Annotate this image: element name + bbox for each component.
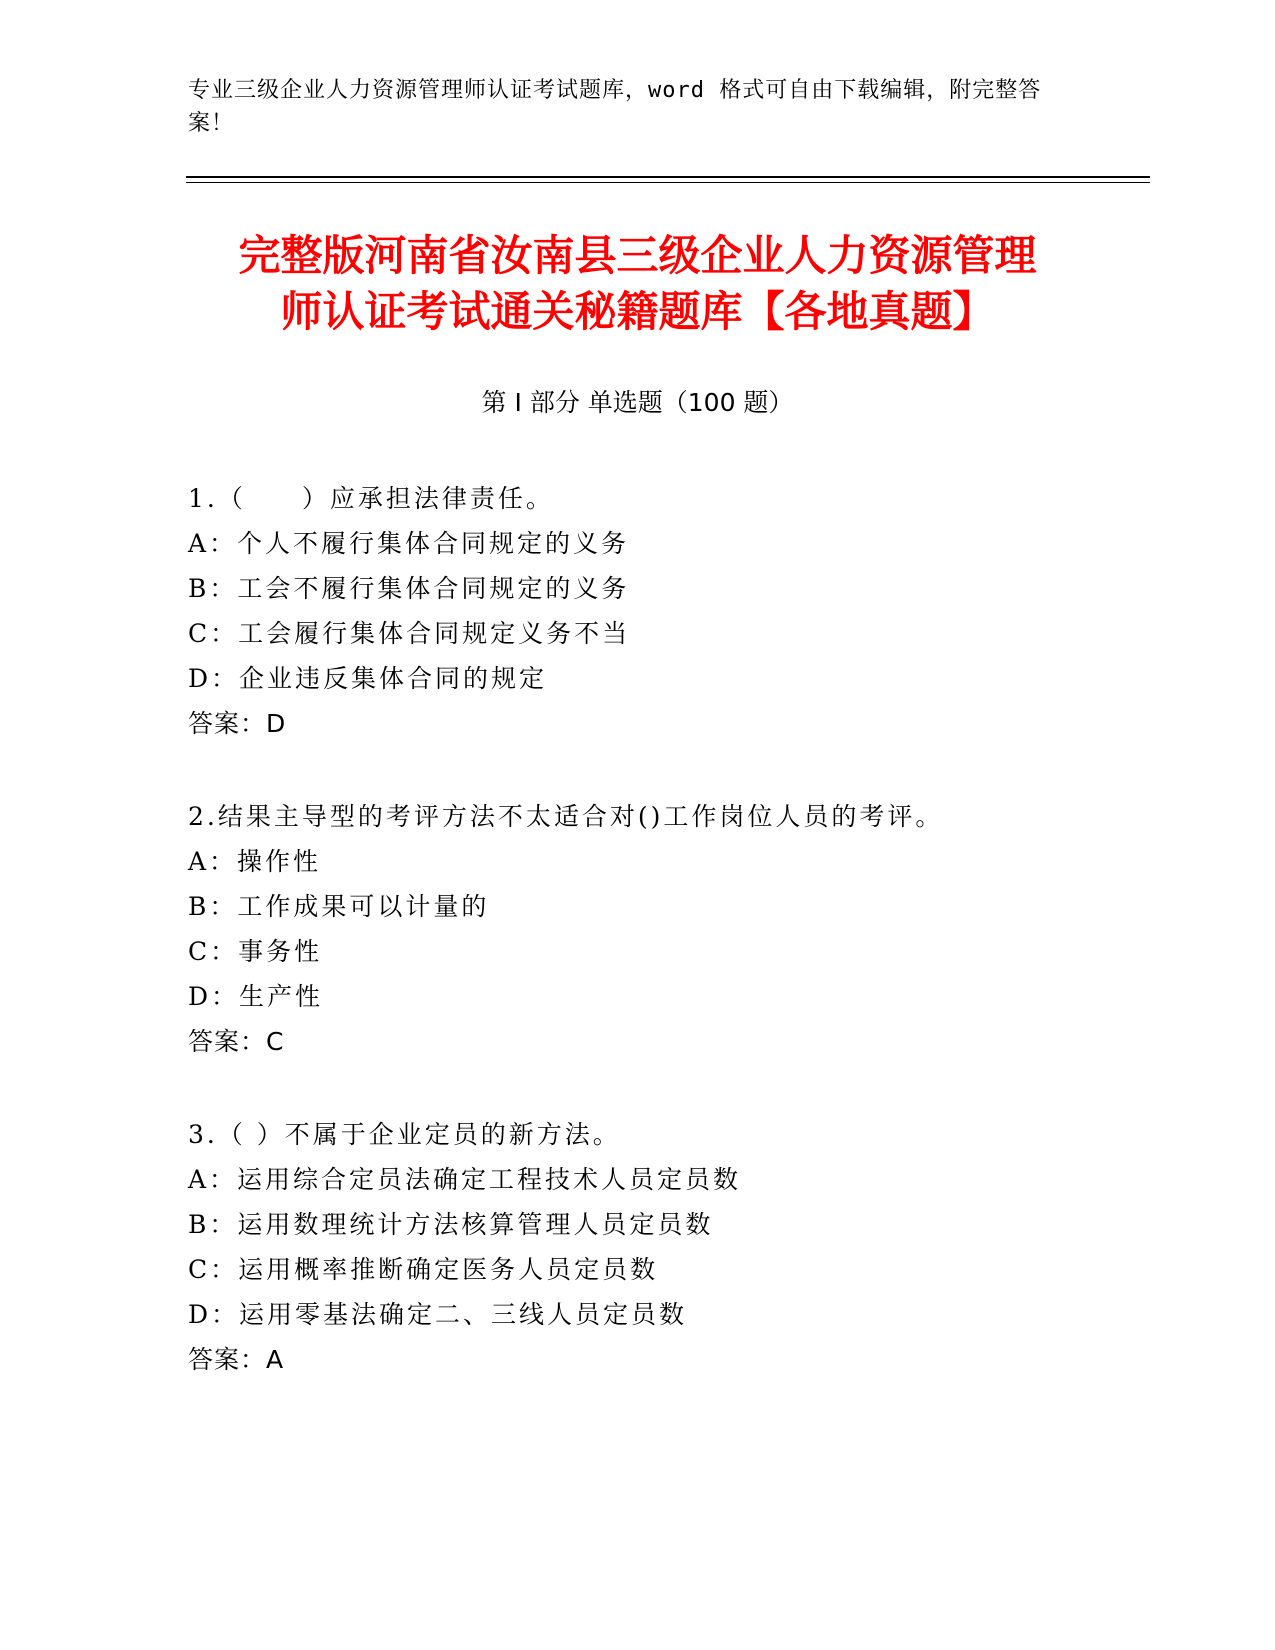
option-b: B：运用数理统计方法核算管理人员定员数 [188, 1210, 714, 1239]
option-c: C：运用概率推断确定医务人员定员数 [188, 1255, 659, 1284]
option-d: D：运用零基法确定二、三线人员定员数 [188, 1300, 688, 1329]
option-c: C：事务性 [188, 937, 323, 966]
header-note: 专业三级企业人力资源管理师认证考试题库，word 格式可自由下载编辑，附完整答案！ [188, 78, 1042, 136]
option-b: B：工会不履行集体合同规定的义务 [188, 574, 630, 603]
option-a: A：个人不履行集体合同规定的义务 [188, 529, 630, 558]
option-d: D：生产性 [188, 982, 324, 1011]
question-3 [188, 1112, 1148, 1382]
header-divider-thick [186, 176, 1150, 178]
section-title: 第 I 部分 单选题（100 题） [481, 388, 794, 417]
option-d: D：企业违反集体合同的规定 [188, 664, 548, 693]
option-b: B：工作成果可以计量的 [188, 892, 490, 921]
question-stem: 2.结果主导型的考评方法不太适合对()工作岗位人员的考评。 [188, 802, 944, 831]
answer: 答案：A [188, 1345, 285, 1374]
option-c: C：工会履行集体合同规定义务不当 [188, 619, 631, 648]
answer: 答案：D [188, 709, 287, 738]
document-title-line-1: 完整版河南省汝南县三级企业人力资源管理 [238, 231, 1037, 280]
question-stem: 3.（ ）不属于企业定员的新方法。 [188, 1120, 621, 1149]
option-a: A：操作性 [188, 847, 322, 876]
document-title [150, 228, 1125, 340]
question-list [188, 476, 1148, 1430]
document-title-line-2: 师认证考试通关秘籍题库【各地真题】 [280, 287, 995, 336]
option-a: A：运用综合定员法确定工程技术人员定员数 [188, 1165, 742, 1194]
answer: 答案：C [188, 1027, 285, 1056]
question-stem: 1.（ ）应承担法律责任。 [188, 484, 554, 513]
question-2 [188, 794, 1148, 1064]
question-1 [188, 476, 1148, 746]
header-divider-thin [186, 182, 1150, 183]
